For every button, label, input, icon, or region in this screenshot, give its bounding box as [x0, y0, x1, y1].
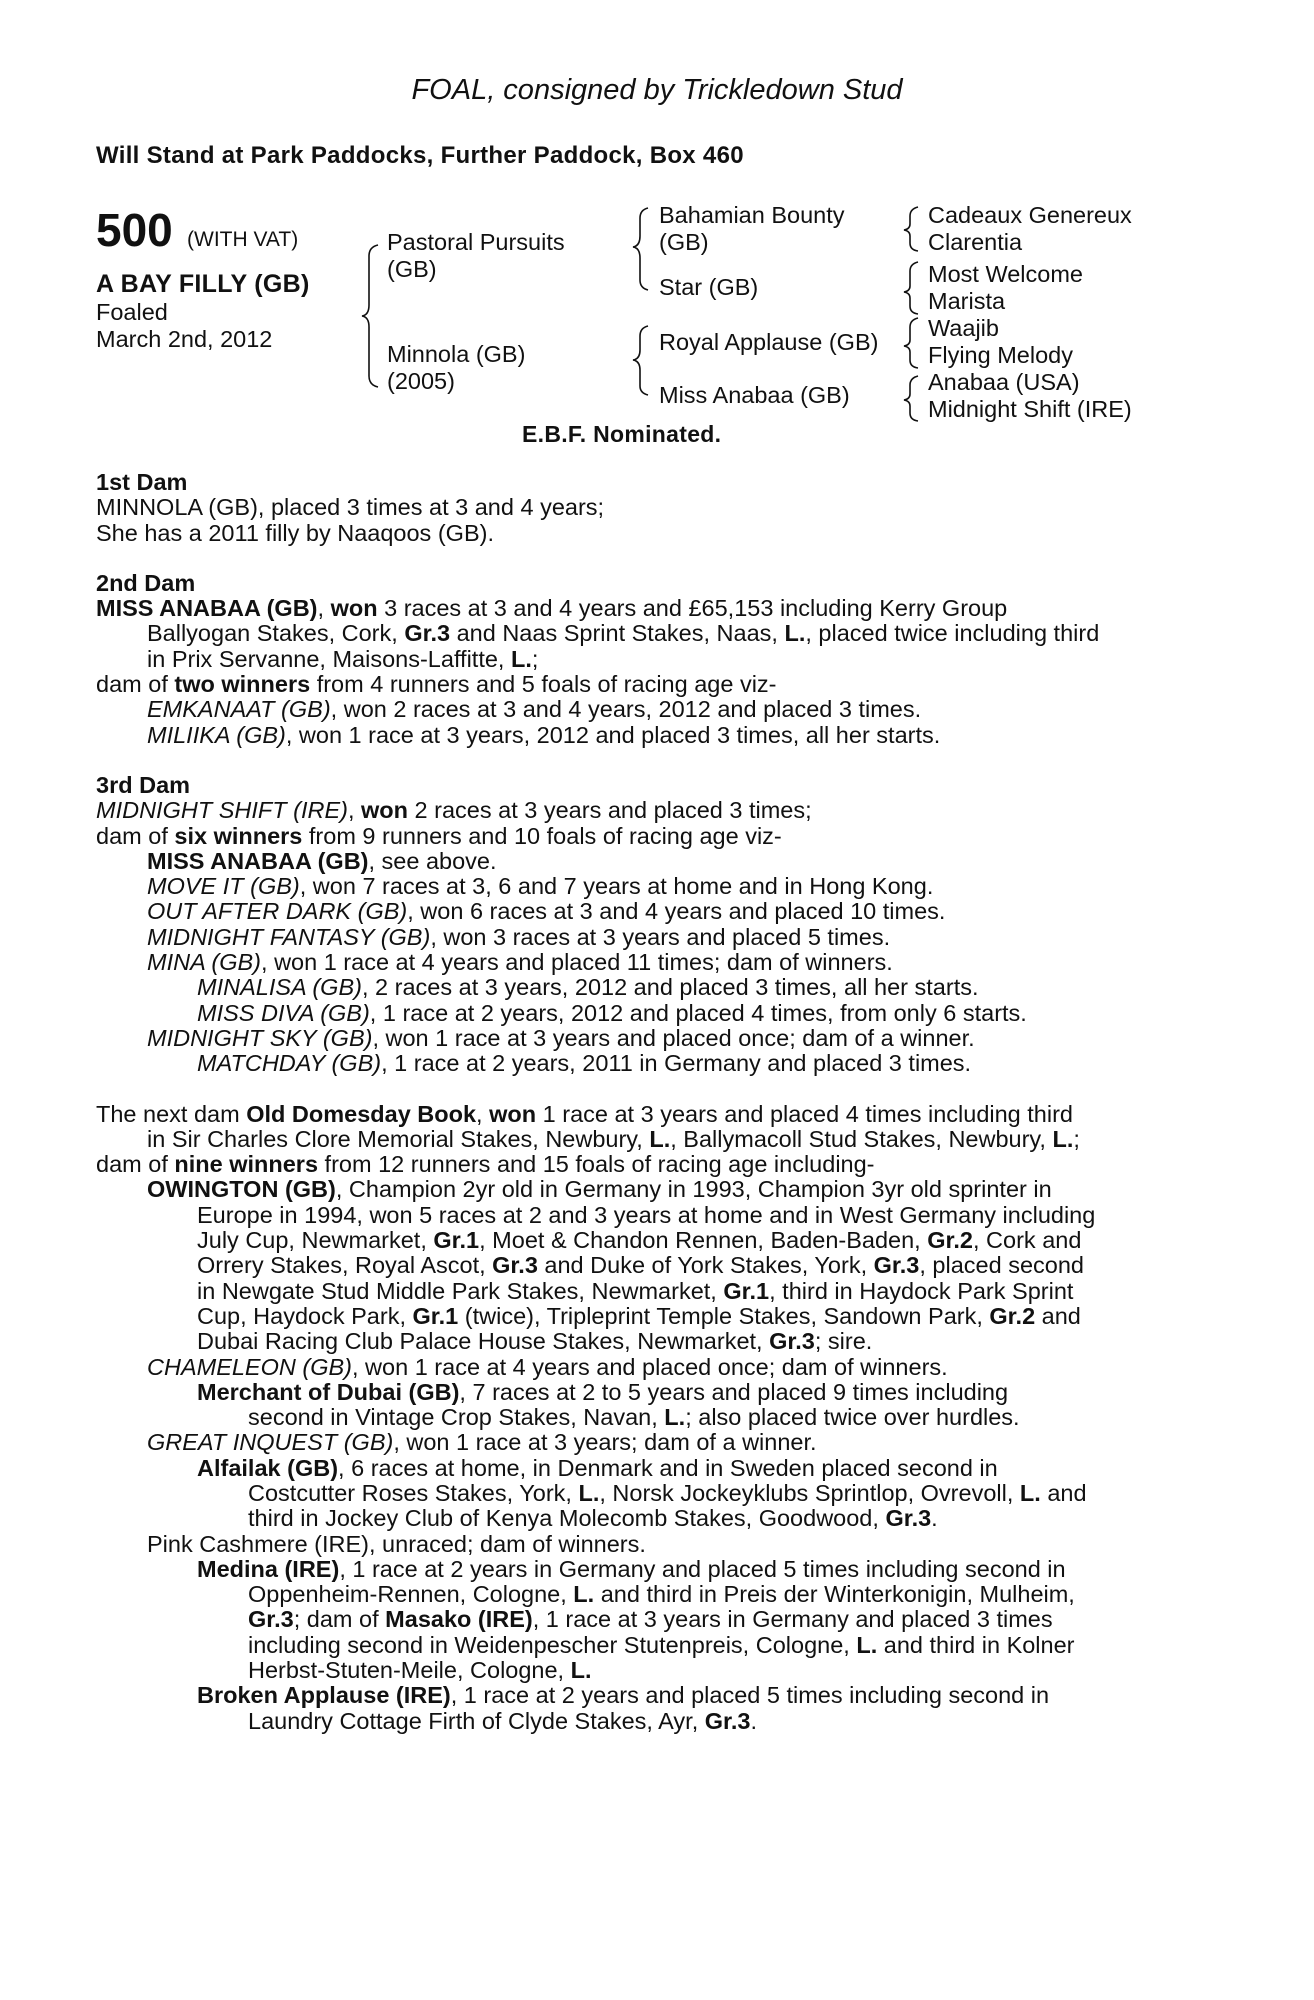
- next-dam-line: dam of nine winners from 12 runners and 15 foals of racing age including-: [96, 1151, 875, 1178]
- first-dam-line: MINNOLA (GB), placed 3 times at 3 and 4 years;: [96, 494, 605, 521]
- foaled-label: Foaled: [96, 299, 168, 325]
- produce-medina-cont: Herbst-Stuten-Meile, Cologne, L.: [248, 1657, 592, 1684]
- produce-owington-cont: Dubai Racing Club Palace House Stakes, Newmarket, Gr.3; sire.: [197, 1328, 873, 1355]
- next-dam-line: The next dam Old Domesday Book, won 1 race at 3 years and placed 4 times including third: [96, 1100, 1073, 1127]
- dam-year: (2005): [387, 368, 455, 394]
- produce-medina-cont: Gr.3; dam of Masako (IRE), 1 race at 3 years in Germany and placed 3 times: [248, 1606, 1053, 1633]
- third-dam-produce: MINA (GB), won 1 race at 4 years and placed 11 times; dam of winners.: [147, 949, 893, 976]
- pedigree-sire-dam: Star (GB): [659, 274, 759, 300]
- second-dam-heading: 2nd Dam: [96, 569, 196, 596]
- pedigree-dam-sire: Royal Applause (GB): [659, 329, 879, 355]
- second-dam-line: in Prix Servanne, Maisons-Laffitte, L.;: [147, 645, 539, 672]
- third-dam-produce: MIDNIGHT SKY (GB), won 1 race at 3 years and placed once; dam of a winner.: [147, 1024, 975, 1051]
- produce-alfailak: Alfailak (GB), 6 races at home, in Denmark and in Sweden placed second in: [197, 1454, 998, 1481]
- sire-origin: (GB): [387, 256, 437, 282]
- pedigree-gen3-1: Cadeaux Genereux: [928, 202, 1132, 228]
- pedigree-dam-dam: Miss Anabaa (GB): [659, 382, 850, 408]
- horse-description: A BAY FILLY (GB): [96, 270, 310, 298]
- third-dam-line: MIDNIGHT SHIFT (IRE), won 2 races at 3 years and placed 3 times;: [96, 797, 812, 824]
- second-dam-line: Ballyogan Stakes, Cork, Gr.3 and Naas Sprint Stakes, Naas, L., placed twice including third: [147, 620, 1100, 647]
- second-dam-produce: MILIIKA (GB), won 1 race at 3 years, 2012 and placed 3 times, all her starts.: [147, 721, 941, 748]
- sire-sire-name: Bahamian Bounty: [659, 202, 845, 228]
- pedigree-gen3-2: Clarentia: [928, 229, 1023, 255]
- third-dam-heading: 3rd Dam: [96, 771, 191, 798]
- pedigree-gen3-5: Waajib: [928, 315, 999, 341]
- produce-owington-cont: Europe in 1994, won 5 races at 2 and 3 years at home and in West Germany including: [197, 1201, 1096, 1228]
- vat-note: (WITH VAT): [187, 228, 299, 251]
- produce-chameleon: CHAMELEON (GB), won 1 race at 4 years and placed once; dam of winners.: [147, 1353, 948, 1380]
- produce-alfailak-cont: third in Jockey Club of Kenya Molecomb Stakes, Goodwood, Gr.3.: [248, 1505, 938, 1532]
- ebf-nomination: E.B.F. Nominated.: [522, 421, 722, 447]
- pedigree-dam: [387, 341, 525, 395]
- produce-owington-cont: in Newgate Stud Middle Park Stakes, Newmarket, Gr.1, third in Haydock Park Sprint: [197, 1277, 1074, 1304]
- pedigree-gen3-6: Flying Melody: [928, 342, 1073, 368]
- sire-sire-origin: (GB): [659, 229, 709, 255]
- first-dam-heading: 1st Dam: [96, 469, 188, 495]
- pedigree-sire: [387, 229, 565, 283]
- produce-broken-applause-cont: Laundry Cottage Firth of Clyde Stakes, Ayr, Gr.3.: [248, 1707, 758, 1734]
- produce-owington: OWINGTON (GB), Champion 2yr old in Germany in 1993, Champion 3yr old sprinter in: [147, 1176, 1052, 1203]
- next-dam-line: in Sir Charles Clore Memorial Stakes, Newbury, L., Ballymacoll Stud Stakes, Newbury, L.;: [147, 1125, 1080, 1152]
- third-dam-grand-produce: MATCHDAY (GB), 1 race at 2 years, 2011 in Germany and placed 3 times.: [197, 1050, 972, 1077]
- produce-medina: Medina (IRE), 1 race at 2 years in Germany and placed 5 times including second in: [197, 1555, 1066, 1582]
- produce-merchant-of-dubai: Merchant of Dubai (GB), 7 races at 2 to 5 years and placed 9 times including: [197, 1378, 1009, 1405]
- first-dam-line: She has a 2011 filly by Naaqoos (GB).: [96, 519, 494, 546]
- stand-location: Will Stand at Park Paddocks, Further Paddock, Box 460: [96, 142, 744, 169]
- produce-great-inquest: GREAT INQUEST (GB), won 1 race at 3 years; dam of a winner.: [147, 1429, 817, 1456]
- produce-medina-cont: including second in Weidenpescher Stutenpreis, Cologne, L. and third in Kolner: [248, 1631, 1075, 1658]
- foaled-date: March 2nd, 2012: [96, 326, 273, 352]
- produce-owington-cont: Orrery Stakes, Royal Ascot, Gr.3 and Duke of York Stakes, York, Gr.3, placed second: [197, 1252, 1084, 1279]
- produce-medina-cont: Oppenheim-Rennen, Cologne, L. and third in Preis der Winterkonigin, Mulheim,: [248, 1581, 1075, 1608]
- produce-pink-cashmere: Pink Cashmere (IRE), unraced; dam of winners.: [147, 1530, 646, 1557]
- sire-name: Pastoral Pursuits: [387, 229, 565, 255]
- third-dam-line: dam of six winners from 9 runners and 10 foals of racing age viz-: [96, 822, 782, 849]
- third-dam-produce: MIDNIGHT FANTASY (GB), won 3 races at 3 years and placed 5 times.: [147, 923, 891, 950]
- third-dam-grand-produce: MISS DIVA (GB), 1 race at 2 years, 2012 and placed 4 times, from only 6 starts.: [197, 999, 1027, 1026]
- pedigree-gen3-4: Marista: [928, 288, 1006, 314]
- pedigree-gen3-3: Most Welcome: [928, 261, 1083, 287]
- produce-alfailak-cont: Costcutter Roses Stakes, York, L., Norsk Jockeyklubs Sprintlop, Ovrevoll, L. and: [248, 1479, 1087, 1506]
- produce-merchant-of-dubai-cont: second in Vintage Crop Stakes, Navan, L.; also placed twice over hurdles.: [248, 1404, 1020, 1431]
- second-dam-produce: EMKANAAT (GB), won 2 races at 3 and 4 years, 2012 and placed 3 times.: [147, 696, 922, 723]
- third-dam-grand-produce: MINALISA (GB), 2 races at 3 years, 2012 and placed 3 times, all her starts.: [197, 974, 979, 1001]
- produce-owington-cont: July Cup, Newmarket, Gr.1, Moet & Chandon Rennen, Baden-Baden, Gr.2, Cork and: [197, 1227, 1082, 1254]
- third-dam-produce: MISS ANABAA (GB), see above.: [147, 847, 497, 874]
- third-dam-produce: OUT AFTER DARK (GB), won 6 races at 3 and 4 years and placed 10 times.: [147, 898, 946, 925]
- pedigree-sire-sire: [659, 202, 845, 256]
- pedigree-gen3-8: Midnight Shift (IRE): [928, 396, 1132, 422]
- lot-number: 500: [96, 204, 173, 256]
- catalogue-text: [96, 470, 1198, 1734]
- second-dam-line: MISS ANABAA (GB), won 3 races at 3 and 4 years and £65,153 including Kerry Group: [96, 595, 1008, 622]
- page-title: FOAL, consigned by Trickledown Stud: [411, 74, 903, 106]
- produce-broken-applause: Broken Applause (IRE), 1 race at 2 years and placed 5 times including second in: [197, 1682, 1050, 1709]
- produce-owington-cont: Cup, Haydock Park, Gr.1 (twice), Tripleprint Temple Stakes, Sandown Park, Gr.2 and: [197, 1302, 1081, 1329]
- pedigree-gen3-7: Anabaa (USA): [928, 369, 1080, 395]
- second-dam-line: dam of two winners from 4 runners and 5 foals of racing age viz-: [96, 671, 777, 698]
- dam-name: Minnola (GB): [387, 341, 526, 367]
- third-dam-produce: MOVE IT (GB), won 7 races at 3, 6 and 7 years at home and in Hong Kong.: [147, 873, 934, 900]
